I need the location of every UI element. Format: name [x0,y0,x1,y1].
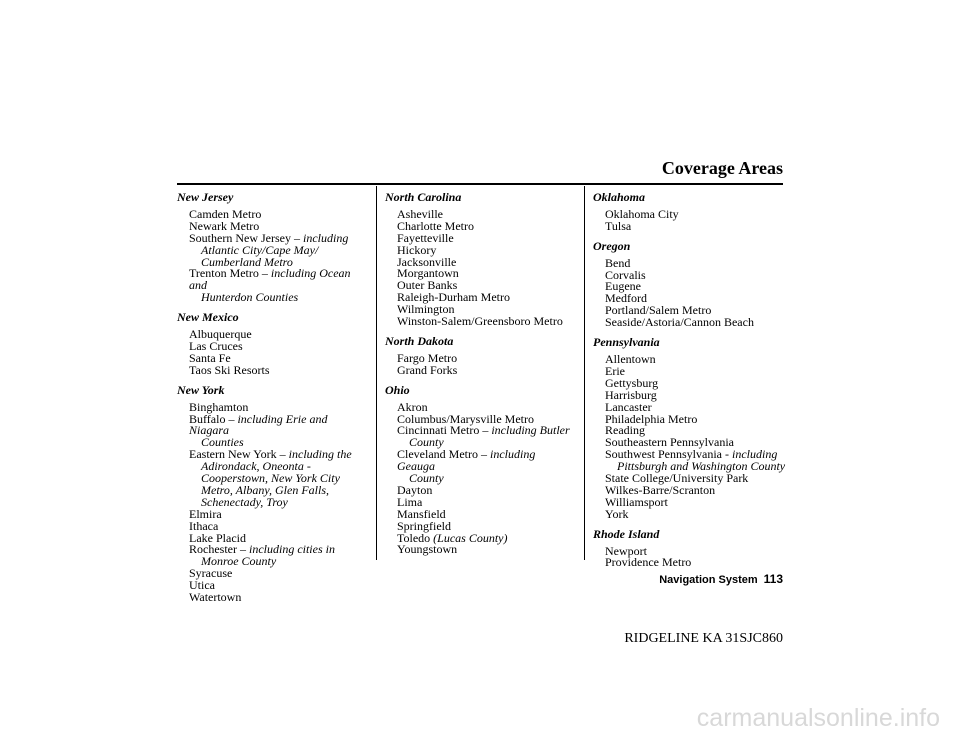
column-divider [376,186,377,560]
state-section [177,312,367,377]
state-heading: Oklahoma [593,190,646,204]
city-name: Harrisburg [605,387,657,402]
city-name: Eugene [605,279,641,294]
city-name: Cumberland Metro [201,254,293,269]
city-name: Cincinnati Metro – [397,423,492,438]
city-name: Williamsport [605,494,668,509]
city-name: Columbus/Marysville Metro [397,411,534,426]
coverage-column-1 [177,192,367,612]
city-name: Schenectady, Troy [201,494,288,509]
city-name: County [409,435,444,450]
city-note: including Butler [491,423,570,438]
column-divider [584,186,585,560]
city-note: (Lucas County) [433,530,508,545]
city-name: Newark Metro [189,218,260,233]
city-name: County [409,471,444,486]
city-name: Eastern New York – [189,447,289,462]
state-heading: New Mexico [177,310,239,325]
state-heading: Oregon [593,238,631,253]
state-section [385,382,575,557]
footer-label: Navigation System [659,574,758,586]
city-name: Binghamton [189,399,249,414]
city-name: Youngstown [397,542,458,557]
city-name: Raleigh-Durham Metro [397,290,510,305]
city-name: Oklahoma City [605,206,679,221]
city-name: Rochester – [189,542,249,557]
state-heading: Pennsylvania [593,335,660,350]
city-name: Allentown [605,351,656,366]
city-name: Camden Metro [189,206,262,221]
city-name: Bend [605,255,631,270]
city-name: Corvalis [605,267,646,282]
state-section [385,333,575,377]
city-name: Akron [397,399,428,414]
city-item [177,411,367,438]
city-name: Portland/Salem Metro [605,303,712,318]
city-name: Taos Ski Resorts [189,362,270,377]
state-section [177,192,367,304]
city-name: Lima [397,494,423,509]
city-item [593,506,788,521]
city-name: Fayetteville [397,230,454,245]
footer-section-label [659,572,783,586]
city-name: Fargo Metro [397,350,458,365]
city-note-continuation [177,292,367,304]
city-name: Albuquerque [189,327,252,342]
city-name: Charlotte Metro [397,218,474,233]
city-name: Monroe County [201,554,277,569]
state-heading: Rhode Island [593,526,660,541]
city-note: including cities in [248,542,335,557]
header-rule [177,183,783,185]
state-section [593,238,788,330]
city-name: Grand Forks [397,362,458,377]
city-name: Mansfield [397,506,446,521]
city-name: Syracuse [189,566,233,581]
city-item [177,362,367,377]
city-name: Philadelphia Metro [605,411,698,426]
state-section [177,382,367,605]
city-name: Jacksonville [397,254,457,269]
city-name: Lake Placid [189,530,246,545]
city-name: Elmira [189,506,222,521]
city-name: Lancaster [605,399,652,414]
state-heading: North Dakota [385,333,454,348]
city-name: Medford [605,291,647,306]
city-name: Hickory [397,242,437,257]
watermark: carmanualsonline.info [696,704,940,732]
city-item [385,544,575,556]
city-name: Southwest Pennsylvania - [605,447,732,462]
model-code: RIDGELINE KA 31SJC860 [624,631,783,646]
page-number: 113 [763,572,783,586]
state-section [593,192,788,233]
coverage-column-2 [385,192,575,564]
city-item [177,592,367,604]
city-name: York [605,506,629,521]
city-name: Southeastern Pennsylvania [605,435,734,450]
city-note: including [302,230,349,245]
city-name: Adirondack, Oneonta - [201,459,311,474]
city-name: Reading [605,423,645,438]
state-section [385,192,575,328]
city-name: Las Cruces [189,338,243,353]
city-item [385,362,575,377]
city-item [177,268,367,292]
city-name: Santa Fe [189,350,231,365]
city-name: Dayton [397,482,433,497]
city-name: Erie [605,363,625,378]
state-heading: New Jersey [177,190,234,204]
city-item [385,316,575,328]
city-note: including Geauga [397,447,536,474]
city-name: Trenton Metro – [189,266,271,281]
city-name: Springfield [397,518,451,533]
city-item [593,317,788,329]
city-name: Outer Banks [397,278,458,293]
city-name: Cooperstown, New York City [201,471,340,486]
city-name: Ithaca [189,518,219,533]
city-name: Tulsa [605,218,632,233]
city-name: Newport [605,543,647,558]
state-heading: Ohio [385,382,410,397]
city-note: including the [288,447,352,462]
city-name: Hunterdon Counties [201,290,299,305]
city-name: Metro, Albany, Glen Falls, [201,482,329,497]
city-name: Asheville [397,206,443,221]
city-item [593,218,788,233]
city-name: Utica [189,578,215,593]
city-note: including [732,447,778,462]
city-name: Buffalo – [189,411,238,426]
city-name: Toledo [397,530,434,545]
city-name: Watertown [189,590,242,605]
state-section [593,526,788,570]
city-name: Seaside/Astoria/Cannon Beach [605,315,754,330]
state-heading: New York [177,382,225,397]
city-name: Atlantic City/Cape May/ [201,242,319,257]
page-title: Coverage Areas [661,158,783,178]
city-name: Counties [201,435,244,450]
city-note: including Erie and Niagara [189,411,328,438]
city-name: Southern New Jersey – [189,230,303,245]
coverage-column-3 [593,192,788,577]
city-name: Providence Metro [605,555,692,570]
state-section [593,337,788,521]
city-item [593,557,788,569]
state-heading: North Carolina [385,190,462,204]
city-name: Gettysburg [605,375,659,390]
city-item [385,449,575,473]
city-note: including Ocean and [189,266,351,293]
city-name: Cleveland Metro – [397,447,490,462]
city-name: Pittsburgh and Washington County [617,459,786,474]
city-name: Morgantown [397,266,459,281]
city-name: Wilmington [397,302,455,317]
city-name: Wilkes-Barre/Scranton [605,482,716,497]
city-name: State College/University Park [605,471,749,486]
city-name: Winston-Salem/Greensboro Metro [397,314,563,329]
